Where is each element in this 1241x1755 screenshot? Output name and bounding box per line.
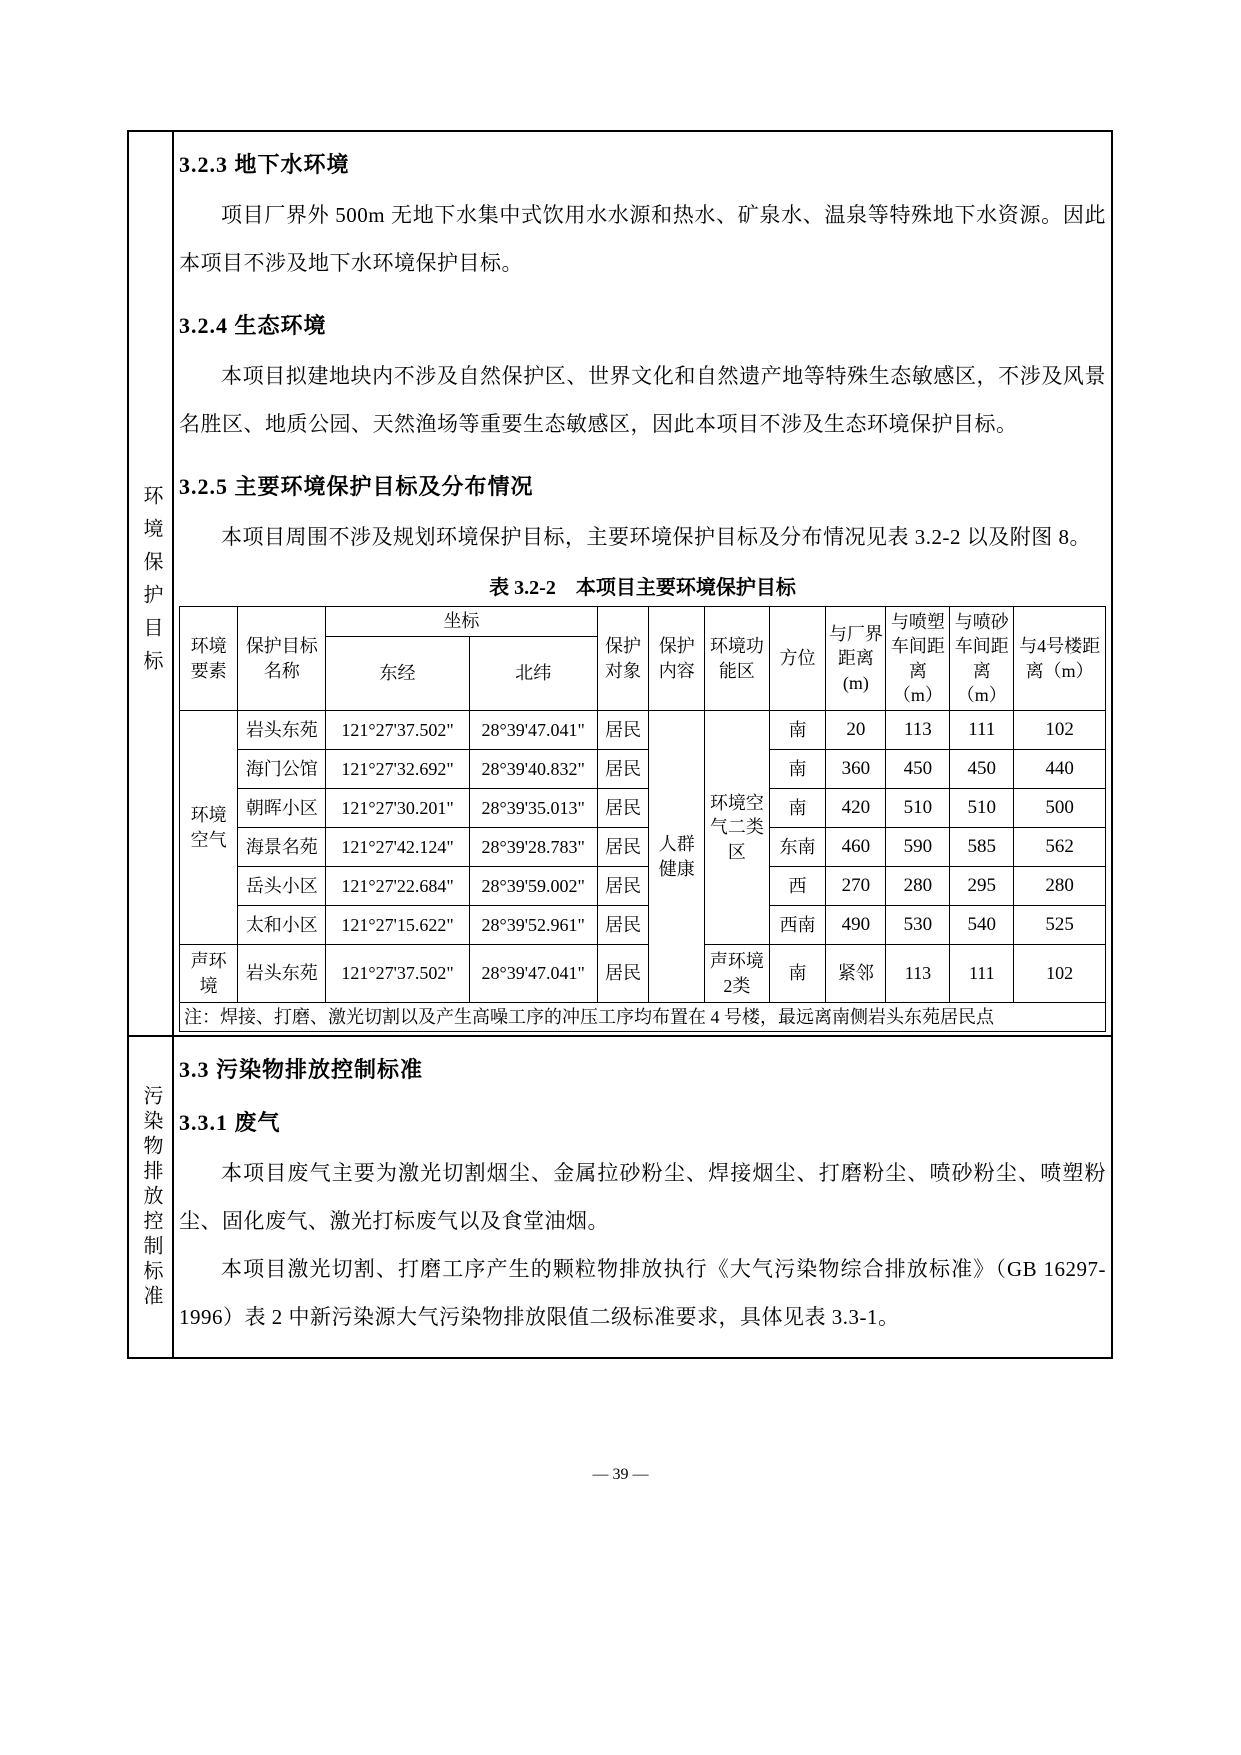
side-label-discharge-standards: 污染物排放控制标准 (140, 1084, 162, 1310)
cell-dist-boundary: 20 (826, 711, 886, 750)
cell-object: 居民 (597, 867, 649, 906)
cell-object: 居民 (597, 750, 649, 789)
cell-dist-boundary: 270 (826, 867, 886, 906)
cell-object: 居民 (597, 945, 649, 1003)
cell-dist-spray: 280 (886, 867, 950, 906)
paragraph-groundwater: 项目厂界外 500m 无地下水集中式饮用水水源和热水、矿泉水、温泉等特殊地下水资源。因此本项目不涉及地下水环境保护目标。 (179, 203, 1106, 275)
cell-latitude: 28°39'47.041" (469, 945, 597, 1003)
side-column-discharge-standards (129, 1037, 174, 1357)
col-header-object: 保护对象 (597, 607, 649, 711)
cell-dist-spray: 113 (886, 945, 950, 1003)
side-column-protection-targets (129, 132, 174, 1035)
cell-longitude: 121°27'22.684" (326, 867, 470, 906)
table-note: 注：焊接、打磨、激光切割以及产生高噪工序的冲压工序均布置在 4 号楼，最远离南侧岩头东苑居民点 (180, 1003, 1106, 1032)
heading-3-2-3: 3.2.3 地下水环境 (179, 152, 350, 177)
cell-latitude: 28°39'59.002" (469, 867, 597, 906)
cell-longitude: 121°27'42.124" (326, 828, 470, 867)
cell-protect-content: 人群健康 (649, 711, 705, 1003)
cell-dist-boundary: 420 (826, 789, 886, 828)
cell-dist-sand: 111 (950, 711, 1014, 750)
table-row (180, 828, 1106, 867)
col-header-name: 保护目标名称 (238, 607, 326, 711)
paragraph-wastegas-sources: 本项目废气主要为激光切割烟尘、金属拉砂粉尘、焊接烟尘、打磨粉尘、喷砂粉尘、喷塑粉尘、固化废气、激光打标废气以及食堂油烟。 (179, 1161, 1106, 1234)
cell-dist-sand: 540 (950, 906, 1014, 945)
section-row-discharge-standards (129, 1035, 1111, 1357)
cell-zone-noise: 声环境2类 (704, 945, 769, 1003)
cell-object: 居民 (597, 789, 649, 828)
cell-dist-boundary: 490 (826, 906, 886, 945)
table-row (180, 750, 1106, 789)
side-label-protection-targets: 环境保护目标 (140, 484, 162, 683)
col-header-dist-boundary: 与厂界距离(m) (826, 607, 886, 711)
section-row-protection-targets (129, 132, 1111, 1035)
cell-longitude: 121°27'37.502" (326, 711, 470, 750)
cell-dist-spray: 450 (886, 750, 950, 789)
protection-targets-table (179, 606, 1106, 1032)
cell-longitude: 121°27'30.201" (326, 789, 470, 828)
col-header-direction: 方位 (769, 607, 825, 711)
cell-dist-bldg4: 102 (1014, 945, 1106, 1003)
cell-direction: 南 (769, 711, 825, 750)
col-header-zone: 环境功能区 (704, 607, 769, 711)
col-header-content: 保护内容 (649, 607, 705, 711)
cell-zone-air: 环境空气二类区 (704, 711, 769, 945)
paragraph-wastegas-standard: 本项目激光切割、打磨工序产生的颗粒物排放执行《大气污染物综合排放标准》（GB 16297-1996）表 2 中新污染源大气污染物排放限值二级标准要求，具体见表 3.3-1。 (179, 1257, 1106, 1330)
table-title: 表 3.2-2 本项目主要环境保护目标 (489, 577, 796, 599)
cell-latitude: 28°39'40.832" (469, 750, 597, 789)
col-header-coord: 坐标 (326, 607, 597, 637)
cell-dist-spray: 510 (886, 789, 950, 828)
cell-dist-sand: 585 (950, 828, 1014, 867)
cell-name: 海门公馆 (238, 750, 326, 789)
cell-name: 岩头东苑 (238, 945, 326, 1003)
cell-dist-bldg4: 102 (1014, 711, 1106, 750)
cell-longitude: 121°27'37.502" (326, 945, 470, 1003)
table-row (180, 906, 1106, 945)
col-header-latitude: 北纬 (469, 637, 597, 711)
col-header-dist-sand: 与喷砂车间距离（m） (950, 607, 1014, 711)
table-row-noise (180, 945, 1106, 1003)
cell-dist-boundary: 360 (826, 750, 886, 789)
cell-dist-bldg4: 280 (1014, 867, 1106, 906)
heading-3-2-4: 3.2.4 生态环境 (179, 313, 327, 338)
cell-direction: 南 (769, 750, 825, 789)
cell-direction: 南 (769, 789, 825, 828)
col-header-longitude: 东经 (326, 637, 470, 711)
col-header-dist-spray: 与喷塑车间距离（m） (886, 607, 950, 711)
heading-3-3: 3.3 污染物排放控制标准 (179, 1057, 424, 1083)
cell-name: 岩头东苑 (238, 711, 326, 750)
cell-element-noise: 声环境 (180, 945, 238, 1003)
cell-dist-sand: 111 (950, 945, 1014, 1003)
col-header-dist-bldg4: 与4号楼距离（m） (1014, 607, 1106, 711)
heading-3-3-1: 3.3.1 废气 (179, 1110, 281, 1136)
cell-object: 居民 (597, 711, 649, 750)
cell-dist-spray: 530 (886, 906, 950, 945)
table-row (180, 789, 1106, 828)
cell-dist-boundary: 紧邻 (826, 945, 886, 1003)
content-protection-targets (174, 132, 1111, 1035)
cell-name: 海景名苑 (238, 828, 326, 867)
cell-latitude: 28°39'47.041" (469, 711, 597, 750)
table-row (180, 711, 1106, 750)
cell-object: 居民 (597, 906, 649, 945)
table-row (180, 867, 1106, 906)
cell-latitude: 28°39'28.783" (469, 828, 597, 867)
cell-dist-bldg4: 525 (1014, 906, 1106, 945)
cell-direction: 西南 (769, 906, 825, 945)
cell-direction: 西 (769, 867, 825, 906)
cell-dist-spray: 590 (886, 828, 950, 867)
cell-direction: 东南 (769, 828, 825, 867)
cell-dist-sand: 510 (950, 789, 1014, 828)
cell-dist-sand: 450 (950, 750, 1014, 789)
content-discharge-standards (174, 1037, 1111, 1357)
cell-object: 居民 (597, 828, 649, 867)
cell-longitude: 121°27'15.622" (326, 906, 470, 945)
table-note-row (180, 1003, 1106, 1032)
cell-dist-sand: 295 (950, 867, 1014, 906)
cell-element-air: 环境空气 (180, 711, 238, 945)
paragraph-targets: 本项目周围不涉及规划环境保护目标，主要环境保护目标及分布情况见表 3.2-2 以及附图 8。 (221, 525, 1091, 549)
table-header-row-1 (180, 607, 1106, 637)
heading-3-2-5: 3.2.5 主要环境保护目标及分布情况 (179, 474, 534, 499)
cell-longitude: 121°27'32.692" (326, 750, 470, 789)
cell-name: 岳头小区 (238, 867, 326, 906)
cell-name: 太和小区 (238, 906, 326, 945)
cell-latitude: 28°39'52.961" (469, 906, 597, 945)
cell-latitude: 28°39'35.013" (469, 789, 597, 828)
paragraph-ecology: 本项目拟建地块内不涉及自然保护区、世界文化和自然遗产地等特殊生态敏感区，不涉及风景名胜区、地质公园、天然渔场等重要生态敏感区，因此本项目不涉及生态环境保护目标。 (179, 364, 1106, 436)
cell-name: 朝晖小区 (238, 789, 326, 828)
cell-dist-bldg4: 500 (1014, 789, 1106, 828)
col-header-element: 环境要素 (180, 607, 238, 711)
page-number: — 39 — (592, 1466, 649, 1483)
cell-dist-spray: 113 (886, 711, 950, 750)
cell-dist-bldg4: 440 (1014, 750, 1106, 789)
document-frame (127, 130, 1113, 1359)
cell-dist-boundary: 460 (826, 828, 886, 867)
cell-direction: 南 (769, 945, 825, 1003)
cell-dist-bldg4: 562 (1014, 828, 1106, 867)
